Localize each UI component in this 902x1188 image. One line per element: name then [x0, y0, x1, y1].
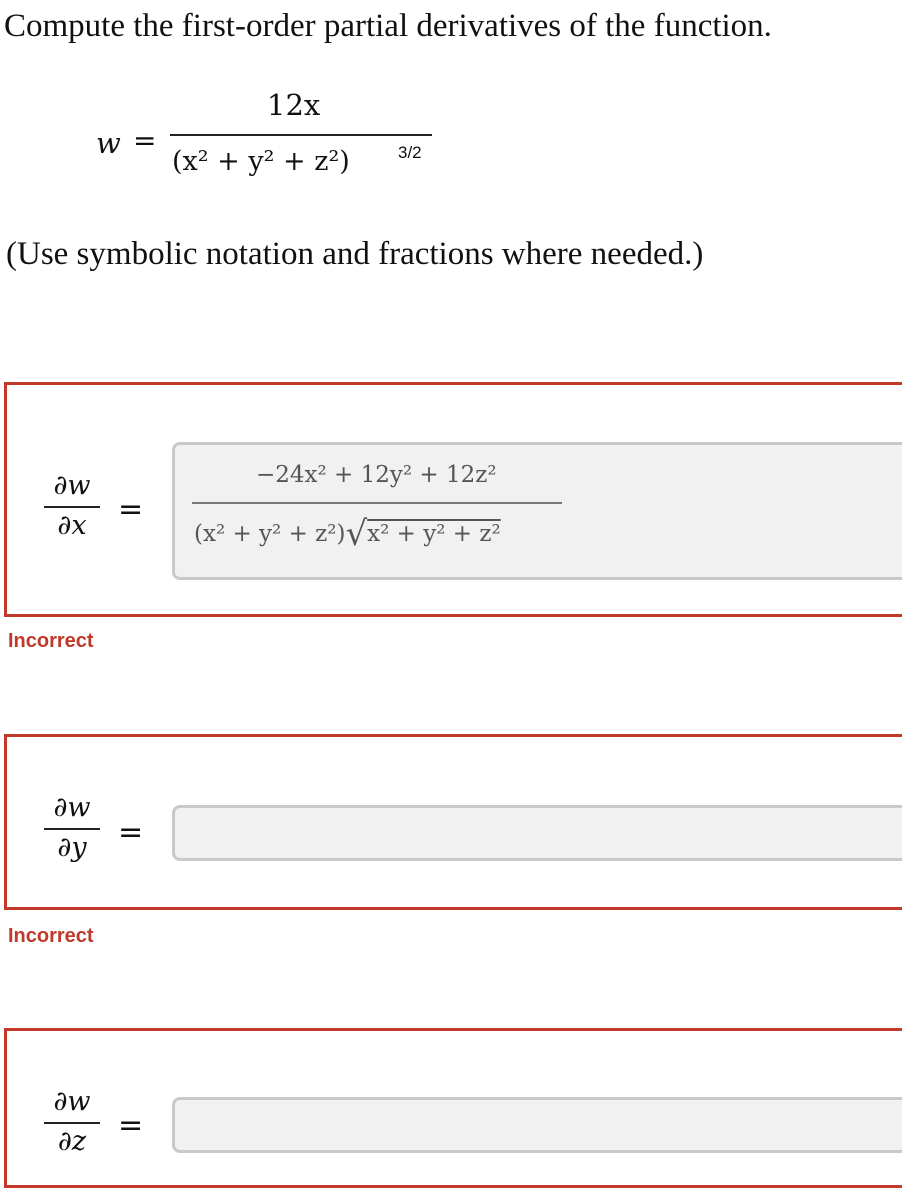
- answer-input-dz[interactable]: [172, 1097, 902, 1153]
- answer-numerator: −24x² + 12y² + 12z²: [256, 462, 497, 488]
- function-equals: =: [133, 124, 157, 157]
- partial-numerator: ∂w: [53, 470, 91, 501]
- partial-label-dx: [44, 470, 100, 544]
- partial-fraction-bar: [44, 828, 100, 830]
- answer-input-dy[interactable]: [172, 805, 902, 861]
- status-incorrect-dy: Incorrect: [8, 925, 94, 947]
- function-lhs: w: [96, 126, 121, 160]
- partial-label-dy: [44, 792, 100, 866]
- function-exponent: 3/2: [398, 143, 422, 162]
- function-numerator: 12x: [267, 88, 321, 122]
- equals-sign: =: [118, 492, 144, 527]
- instruction-text: (Use symbolic notation and fractions where needed.): [6, 236, 704, 272]
- answer-denominator-root: x² + y² + z²: [367, 521, 501, 547]
- partial-denominator: ∂y: [57, 832, 87, 863]
- partial-fraction-bar: [44, 1122, 100, 1124]
- equals-sign: =: [118, 815, 144, 850]
- partial-numerator: ∂w: [53, 1086, 91, 1117]
- partial-denominator: ∂x: [57, 510, 87, 541]
- answer-fraction-bar: [192, 502, 562, 504]
- answer-denominator-left: (x² + y² + z²): [194, 521, 346, 547]
- status-incorrect-dx: Incorrect: [8, 630, 94, 652]
- answer-denominator: [194, 514, 501, 554]
- function-denominator: (x² + y² + z²): [172, 146, 350, 177]
- question-prompt: Compute the first-order partial derivatives of the function.: [4, 8, 772, 44]
- partial-fraction-bar: [44, 506, 100, 508]
- partial-label-dz: [44, 1086, 100, 1160]
- partial-numerator: ∂w: [53, 792, 91, 823]
- function-fraction-bar: [170, 134, 432, 136]
- sqrt-icon: √: [345, 514, 368, 554]
- partial-denominator: ∂z: [57, 1126, 87, 1157]
- equals-sign: =: [118, 1108, 144, 1143]
